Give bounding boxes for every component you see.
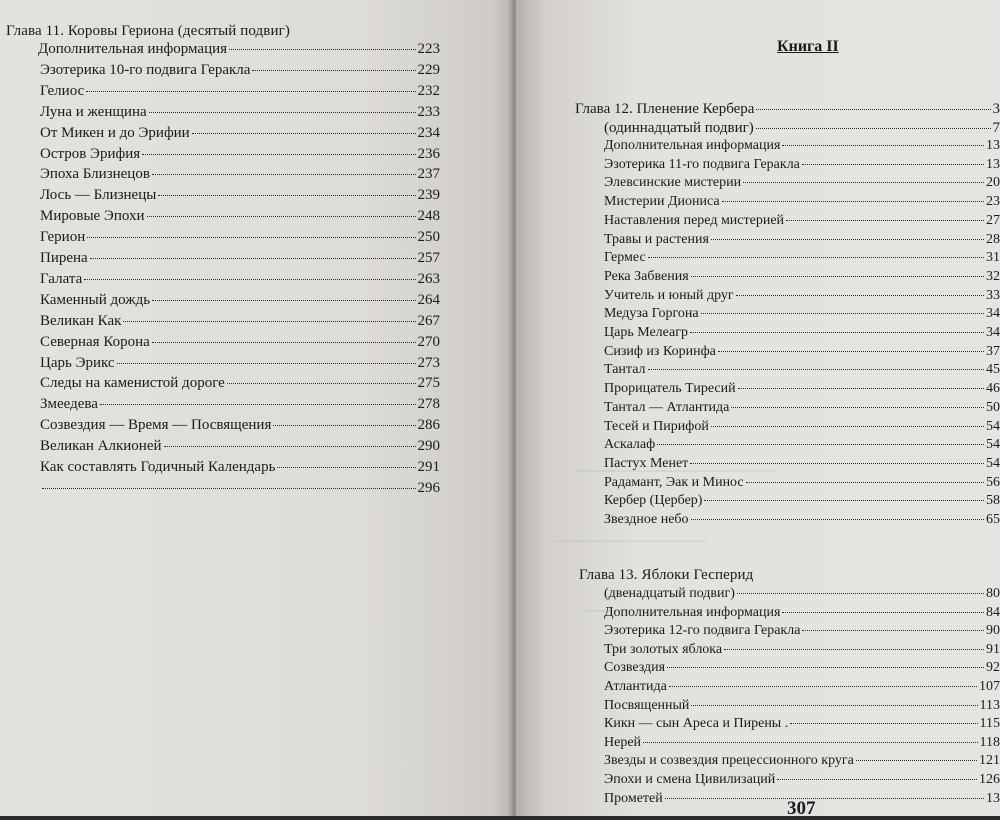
toc-entry: [604, 381, 1000, 397]
toc-entry-title: Змеедева: [40, 396, 98, 413]
toc-entry: [604, 400, 1000, 416]
leader-dots: [777, 779, 977, 780]
toc-entry-page: 229: [417, 61, 440, 78]
toc-entry-page: 50: [986, 399, 1000, 415]
toc-entry-page: 296: [417, 479, 440, 496]
toc-entry-page: 263: [417, 270, 440, 287]
leader-dots: [802, 630, 984, 631]
toc-entry: [40, 104, 440, 121]
toc-entry: [604, 306, 1000, 322]
leader-dots: [722, 201, 984, 202]
leader-dots: [690, 332, 984, 333]
toc-entry-page: 13: [986, 790, 1000, 806]
toc-entry-page: 270: [417, 333, 440, 350]
toc-entry-title: Нерей: [604, 734, 642, 750]
leader-dots: [691, 276, 984, 277]
toc-entry: [604, 586, 1000, 602]
toc-entry: [604, 175, 1000, 191]
toc-entry-title: Тантал — Атлантида: [604, 399, 730, 415]
toc-entry: [40, 334, 440, 351]
toc-entry-title: Звездное небо: [604, 512, 689, 527]
toc-entry-page: 20: [986, 175, 1000, 191]
toc-entry: [604, 250, 1000, 266]
leader-dots: [229, 49, 415, 50]
leader-dots: [152, 342, 416, 343]
toc-entry-page: 46: [986, 381, 1000, 397]
leader-dots: [142, 154, 415, 155]
toc-entry-title: Учитель и юный друг: [604, 287, 734, 303]
toc-entry: [40, 292, 440, 309]
toc-entry-page: 234: [417, 124, 440, 141]
toc-entry-page: 264: [417, 291, 440, 308]
toc-entry-title: Великан Алкионей: [40, 438, 162, 455]
toc-entry-title: Эзотерика 11-го подвига Геракла: [604, 156, 800, 172]
leader-dots: [704, 500, 984, 501]
toc-entry: [40, 146, 440, 163]
toc-entry-page: 92: [986, 660, 1000, 676]
toc-entry: [40, 355, 440, 372]
leader-dots: [152, 300, 415, 301]
toc-entry-title: Дополнительная информация: [38, 41, 228, 57]
toc-entry-title: Прометей: [604, 790, 663, 806]
toc-entry-title: Река Забвения: [604, 268, 689, 284]
toc-entry: [604, 325, 1000, 341]
leader-dots: [273, 425, 415, 426]
toc-entry-page: 84: [986, 604, 1000, 620]
toc-entry-title: Травы и растения: [604, 231, 709, 247]
leader-dots: [158, 195, 415, 196]
leader-dots: [123, 321, 415, 322]
leader-dots: [648, 369, 984, 370]
leader-dots: [86, 91, 415, 92]
toc-entry-page: 45: [986, 362, 1000, 378]
toc-entry-title: Созвездия: [604, 660, 666, 676]
toc-entry-title: Тантал: [604, 362, 646, 378]
leader-dots: [711, 426, 984, 427]
toc-entry-page: 223: [417, 41, 440, 57]
toc-entry-page: 13: [986, 156, 1000, 172]
toc-entry-title: Кикн — сын Ареса и Пирены .: [604, 716, 789, 732]
toc-entry: [40, 250, 440, 267]
leader-dots: [690, 463, 984, 464]
toc-entry-title: Лось — Близнецы: [40, 187, 157, 204]
toc-entry-title: Радамант, Эак и Минос: [604, 474, 744, 490]
toc-entry: [604, 642, 1000, 658]
toc-entry-page: 37: [986, 343, 1000, 359]
toc-entry-title: Наставления перед мистерией: [604, 212, 785, 228]
toc-entry-page: 65: [986, 512, 1000, 527]
toc-entry: [604, 269, 1000, 285]
toc-entry-page: 237: [417, 166, 440, 183]
toc-entry-page: 13: [986, 138, 1000, 153]
toc-entry: [604, 660, 1000, 676]
leader-dots: [84, 279, 415, 280]
toc-entry: [40, 396, 440, 413]
toc-entry-page: 248: [417, 208, 440, 225]
toc-entry-page: 286: [417, 417, 440, 434]
leader-dots: [691, 519, 984, 520]
page-number: 307: [787, 798, 816, 819]
leader-dots: [164, 446, 416, 447]
toc-entry-title: Эпоха Близнецов: [40, 166, 150, 183]
leader-dots: [731, 407, 984, 408]
leader-dots: [252, 70, 415, 71]
chapter-13-title: Глава 13. Яблоки Гесперид: [579, 567, 754, 583]
toc-entry: [604, 138, 1000, 154]
leader-dots: [782, 612, 984, 613]
leader-dots: [746, 482, 984, 483]
toc-entry: [604, 475, 1000, 491]
toc-entry-page: 267: [417, 312, 440, 329]
toc-entry-title: Как составлять Годичный Календарь: [40, 459, 276, 475]
toc-entry: [40, 480, 440, 497]
leader-dots: [117, 363, 416, 364]
toc-entry-page: 291: [417, 459, 440, 475]
toc-entry: [40, 271, 440, 288]
toc-entry: [604, 288, 1000, 304]
toc-entry-title: Эзотерика 12-го подвига Геракла: [604, 623, 801, 639]
toc-entry-title: Великан Как: [40, 312, 122, 329]
toc-entry-title: Аскалаф: [604, 437, 656, 453]
toc-entry: [40, 417, 440, 434]
toc-entry: [604, 512, 1000, 528]
leader-dots: [665, 798, 984, 799]
toc-entry: [604, 735, 1000, 751]
leader-dots: [743, 182, 984, 183]
toc-entry-page: 23: [986, 194, 1000, 210]
toc-entry: [604, 437, 1000, 453]
toc-entry-title: Атлантида: [604, 679, 667, 694]
toc-entry-page: 257: [417, 250, 440, 266]
toc-entry-title: Царь Мелеагр: [604, 325, 689, 340]
toc-entry-page: 239: [417, 187, 440, 204]
toc-entry-page: 118: [979, 734, 1000, 750]
toc-entry: [604, 194, 1000, 210]
toc-entry-page: 107: [979, 679, 1000, 694]
toc-entry-page: 275: [417, 375, 440, 392]
toc-entry-page: 121: [979, 753, 1000, 769]
leader-dots: [87, 237, 415, 238]
leader-dots: [147, 216, 416, 217]
toc-entry: [604, 605, 1000, 621]
toc-entry: [604, 753, 1000, 769]
toc-entry-page: 33: [986, 287, 1000, 303]
leader-dots: [786, 220, 984, 221]
leader-dots: [724, 649, 984, 650]
toc-entry-page: 232: [417, 82, 440, 99]
toc-entry: [40, 125, 440, 142]
toc-entry-title: Мировые Эпохи: [40, 208, 145, 225]
toc-entry-page: 32: [986, 268, 1000, 284]
toc-entry: [604, 344, 1000, 360]
toc-entry: [40, 313, 440, 330]
toc-entry-title: Звезды и созвездия прецессионного круга: [604, 753, 854, 769]
toc-entry-title: Пирена: [40, 250, 88, 266]
leader-dots: [152, 174, 416, 175]
toc-entry-title: Тесей и Пирифой: [604, 418, 709, 434]
toc-entry: [40, 62, 440, 79]
toc-entry-title: Каменный дождь: [40, 291, 151, 308]
toc-entry-title: Северная Корона: [40, 333, 150, 350]
leader-dots: [667, 667, 984, 668]
toc-entry: [40, 83, 440, 100]
toc-entry: [604, 679, 1000, 695]
leader-dots: [643, 742, 977, 743]
leader-dots: [669, 686, 977, 687]
toc-entry-title: Эпохи и смена Цивилизаций: [604, 772, 776, 787]
toc-entry-title: Дополнительная информация: [604, 604, 781, 620]
leader-dots: [718, 351, 984, 352]
toc-entry-page: 273: [417, 354, 440, 371]
toc-entry-page: 56: [986, 474, 1000, 490]
toc-entry-page: 27: [986, 212, 1000, 228]
toc-entry-page: 90: [986, 623, 1000, 639]
toc-entry: [604, 213, 1000, 229]
toc-entry-page: 290: [417, 438, 440, 455]
toc-entry-page: 278: [417, 396, 440, 413]
toc-entry: [604, 623, 1000, 639]
toc-entry: [40, 438, 440, 455]
toc-entry-page: 233: [417, 103, 440, 120]
chapter-11-title: Глава 11. Коровы Гериона (десятый подвиг): [6, 23, 290, 39]
toc-entry-page: 34: [986, 306, 1000, 322]
leader-dots: [701, 313, 984, 314]
toc-entry-page: 113: [979, 697, 1000, 713]
toc-entry-title: Луна и женщина: [40, 103, 147, 120]
toc-entry-page: 115: [979, 716, 1000, 732]
leader-dots: [277, 467, 415, 468]
toc-entry: [38, 41, 440, 58]
toc-entry: [604, 456, 1000, 472]
toc-entry-page: 91: [986, 641, 1000, 657]
toc-entry-title: От Микен и до Эрифии: [40, 124, 190, 141]
toc-entry-page: 54: [986, 455, 1000, 471]
toc-entry: [40, 208, 440, 225]
toc-entry: [40, 229, 440, 246]
toc-entry-title: Дополнительная информация: [604, 138, 781, 153]
toc-entry-page: 54: [986, 418, 1000, 434]
toc-entry: [604, 362, 1000, 378]
toc-entry-title: Пастух Менет: [604, 455, 689, 471]
toc-entry: [604, 493, 1000, 509]
toc-entry-title: Прорицатель Тиресий: [604, 381, 736, 397]
leader-dots: [149, 112, 416, 113]
toc-entry-title: Герион: [40, 229, 86, 246]
leader-dots: [657, 444, 984, 445]
leader-dots: [738, 388, 984, 389]
toc-entry-title: (двенадцатый подвиг): [604, 586, 735, 601]
toc-entry-title: Сизиф из Коринфа: [604, 343, 716, 359]
toc-entry-page: 31: [986, 250, 1000, 266]
toc-entry: [40, 459, 440, 476]
toc-entry-page: 28: [986, 231, 1000, 247]
leader-dots: [227, 383, 416, 384]
toc-entry: [604, 419, 1000, 435]
leader-dots: [42, 488, 416, 489]
leader-dots: [100, 404, 416, 405]
toc-entry: [40, 187, 440, 204]
toc-entry-title: Следы на каменистой дороге: [40, 375, 225, 392]
toc-entry: [604, 157, 1000, 173]
toc-entry-title: Медуза Горгона: [604, 306, 699, 322]
leader-dots: [790, 723, 977, 724]
toc-entry-title: Остров Эрифия: [40, 145, 141, 162]
toc-entry: [40, 375, 440, 392]
toc-entry: [604, 772, 1000, 788]
toc-entry-title: Созвездия — Время — Посвящения: [40, 417, 272, 434]
chapter-12-title: Глава 12. Пленение Кербера 3: [575, 101, 1000, 117]
leader-dots: [856, 760, 977, 761]
toc-entry-title: Царь Эрикс: [40, 354, 115, 371]
leader-dots: [737, 593, 984, 594]
toc-entry-page: 236: [417, 145, 440, 162]
chapter-12-subtitle: (одиннадцатый подвиг) 7: [604, 120, 1000, 136]
toc-entry-title: Три золотых яблока: [604, 641, 723, 657]
toc-entry-title: Гермес: [604, 250, 646, 266]
leader-dots: [736, 295, 984, 296]
toc-entry-page: 80: [986, 586, 1000, 601]
toc-entry-page: 34: [986, 325, 1000, 340]
toc-entry-title: Элевсинские мистерии: [604, 175, 742, 191]
toc-entry-page: 250: [417, 229, 440, 246]
leader-dots: [802, 164, 984, 165]
toc-entry: [604, 698, 1000, 714]
toc-entry-title: Эзотерика 10-го подвига Геракла: [40, 61, 251, 78]
leader-dots: [90, 258, 416, 259]
toc-entry-title: Кербер (Цербер): [604, 493, 703, 509]
toc-entry-page: 126: [979, 772, 1000, 787]
toc-entry-page: 54: [986, 437, 1000, 453]
toc-entry-page: 58: [986, 493, 1000, 509]
leader-dots: [648, 257, 984, 258]
leader-dots: [192, 133, 416, 134]
book-title: Книга II: [777, 38, 839, 55]
toc-entry-title: Галата: [40, 270, 83, 287]
leader-dots: [782, 145, 984, 146]
toc-entry-title: Гелиос: [40, 82, 85, 99]
toc-entry-title: Посвященный: [604, 697, 690, 713]
toc-entry: [604, 716, 1000, 732]
toc-entry: [604, 232, 1000, 248]
leader-dots: [691, 705, 977, 706]
leader-dots: [711, 239, 984, 240]
toc-entry-title: Мистерии Диониса: [604, 194, 720, 210]
toc-entry: [40, 166, 440, 183]
